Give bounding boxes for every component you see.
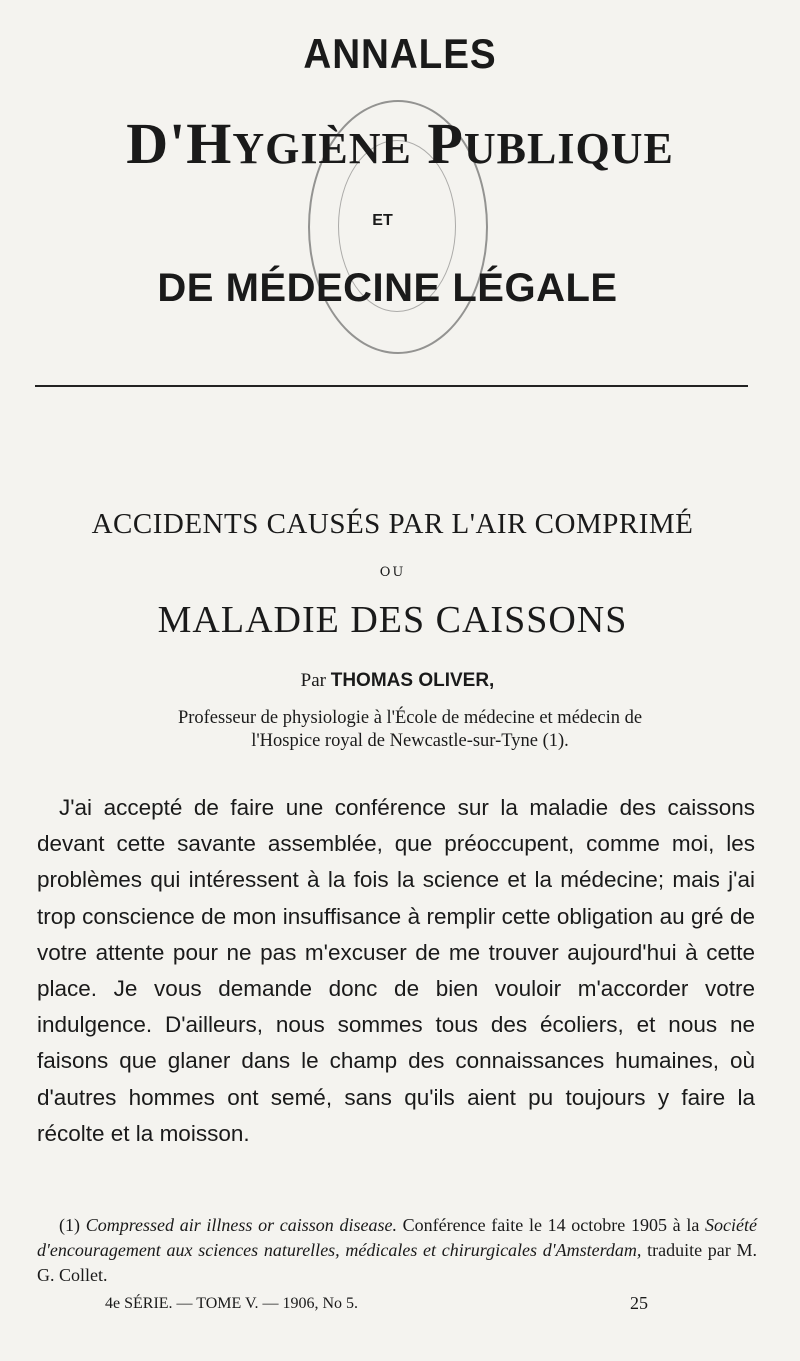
journal-title-line2 (0, 110, 800, 177)
footnote-text2: traduite par M. G. Collet. (37, 1240, 757, 1285)
journal-title-line1: ANNALES (303, 30, 497, 77)
author-affiliation (60, 707, 760, 753)
header-rule (35, 385, 748, 387)
page-number: 25 (630, 1293, 648, 1313)
journal-title-d: D'H (126, 111, 233, 176)
footnote (37, 1213, 757, 1288)
article-body (37, 790, 755, 1152)
journal-title-ygiene: YGIÈNE (232, 124, 412, 173)
article-ou: OU (379, 565, 406, 580)
article-title: ACCIDENTS CAUSÉS PAR L'AIR COMPRIMÉ (91, 508, 694, 540)
byline-prefix: Par (300, 670, 331, 691)
affiliation-line1: Professeur de physiologie à l'École de médecine et médecin de (177, 708, 643, 728)
series-footer: 4e SÉRIE. — TOME V. — 1906, No 5. (105, 1295, 359, 1312)
article-subtitle: MALADIE DES CAISSONS (157, 599, 628, 641)
body-paragraph: J'ai accepté de faire une conférence sur la maladie des caissons devant cette savante assemblée, que préoccupent, comme moi, les problèmes qui intéressent à la fois la science et la médecine; mais j'ai trop conscience de mon insuffisance à remplir cette obligation au gré de votre attente pour ne pas m'excuser de me trouver aujourd'hui à cette place. Je vous demande donc de bien vouloir m'accorder votre indulgence. D'ailleurs, nous sommes tous des écoliers, et nous ne faisons que glaner dans le champ des connaissances humaines, où d'autres hommes ont semé, sans qu'ils aient pu toujours y faire la récolte et la moisson. (37, 795, 755, 1146)
journal-title-et: ET (372, 212, 393, 229)
footnote-text1: Conférence faite le 14 octobre 1905 à la (396, 1215, 706, 1235)
affiliation-line2: l'Hospice royal de Newcastle-sur-Tyne (1). (251, 731, 569, 751)
journal-title-ublique: UBLIQUE (463, 124, 674, 173)
author-name: THOMAS OLIVER, (330, 670, 495, 691)
journal-title-line3: DE MÉDECINE LÉGALE (157, 266, 618, 310)
journal-title-p: P (411, 111, 464, 176)
footnote-italic-society: Société d'encouragement aux sciences naturelles, médicales et chirurgicales d'Amsterdam, (37, 1215, 757, 1260)
footnote-marker: (1) (59, 1215, 86, 1235)
byline (0, 670, 795, 692)
footnote-italic-title: Compressed air illness or caisson disease. (85, 1215, 397, 1235)
